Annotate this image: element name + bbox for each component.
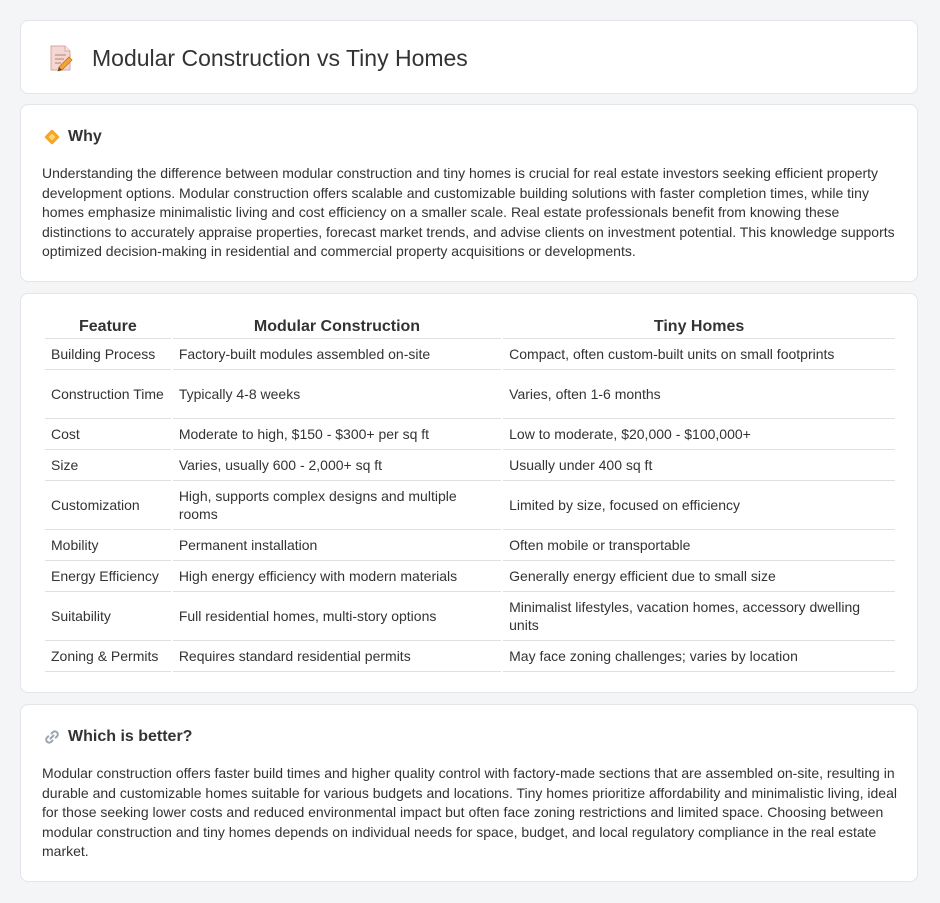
comparison-section <box>20 293 918 693</box>
why-section <box>20 104 918 282</box>
comparison-table <box>43 316 897 672</box>
modular-cell: High, supports complex designs and multiple rooms <box>173 481 501 530</box>
table-row <box>45 339 895 370</box>
tiny-cell: Limited by size, focused on efficiency <box>503 481 895 530</box>
page-title: Modular Construction vs Tiny Homes <box>92 45 468 71</box>
better-heading: Which is better? <box>68 728 193 745</box>
why-text: Understanding the difference between modular construction and tiny homes is crucial for real estate investors seeking efficient property development options. Modular construction offers scalable and customizable building solutions with faster completion times, while tiny homes emphasize minimalistic living and cost efficiency on a smaller scale. Real estate professionals benefit from knowing these distinctions to accurately appraise properties, forecast market trends, and advise clients on investment potential. This knowledge supports optimized decision-making in residential and commercial property acquisitions or developments. <box>42 165 895 260</box>
tiny-cell: Low to moderate, $20,000 - $100,000+ <box>503 419 895 450</box>
better-heading-row <box>43 726 192 748</box>
modular-cell: Moderate to high, $150 - $300+ per sq ft <box>173 419 501 450</box>
modular-cell: Varies, usually 600 - 2,000+ sq ft <box>173 450 501 481</box>
diamond-warning-icon <box>43 128 61 146</box>
feature-cell: Size <box>45 450 171 481</box>
tiny-cell: Compact, often custom-built units on small footprints <box>503 339 895 370</box>
table-row <box>45 419 895 450</box>
feature-cell: Construction Time <box>45 370 171 419</box>
table-row <box>45 641 895 672</box>
table-row <box>45 592 895 641</box>
table-row <box>45 370 895 419</box>
feature-cell: Mobility <box>45 530 171 561</box>
tiny-cell: Generally energy efficient due to small size <box>503 561 895 592</box>
tiny-cell: Varies, often 1-6 months <box>503 370 895 419</box>
header-tiny: Tiny Homes <box>503 316 895 339</box>
header-feature: Feature <box>45 316 171 339</box>
header-card <box>20 20 918 94</box>
modular-cell: Permanent installation <box>173 530 501 561</box>
better-text: Modular construction offers faster build times and higher quality control with factory-made sections that are assembled on-site, resulting in durable and customizable homes suitable for various budgets and locations. Tiny homes prioritize affordability and minimalistic living, ideal for those seeking lower costs and reduced environmental impact but often face zoning restrictions and limited space. Choosing between modular construction and tiny homes depends on individual needs for space, budget, and local regulatory compliance in the real estate market. <box>42 765 897 860</box>
why-heading: Why <box>68 128 102 145</box>
link-icon <box>43 728 61 746</box>
tiny-cell: May face zoning challenges; varies by location <box>503 641 895 672</box>
feature-cell: Suitability <box>45 592 171 641</box>
feature-cell: Cost <box>45 419 171 450</box>
feature-cell: Customization <box>45 481 171 530</box>
which-is-better-section <box>20 704 918 882</box>
modular-cell: Full residential homes, multi-story options <box>173 592 501 641</box>
table-row <box>45 530 895 561</box>
tiny-cell: Usually under 400 sq ft <box>503 450 895 481</box>
why-heading-row <box>43 126 102 148</box>
table-row <box>45 561 895 592</box>
modular-cell: Requires standard residential permits <box>173 641 501 672</box>
table-row <box>45 481 895 530</box>
table-row <box>45 450 895 481</box>
feature-cell: Energy Efficiency <box>45 561 171 592</box>
feature-cell: Zoning & Permits <box>45 641 171 672</box>
modular-cell: Typically 4-8 weeks <box>173 370 501 419</box>
feature-cell: Building Process <box>45 339 171 370</box>
tiny-cell: Often mobile or transportable <box>503 530 895 561</box>
tiny-cell: Minimalist lifestyles, vacation homes, accessory dwelling units <box>503 592 895 641</box>
modular-cell: Factory-built modules assembled on-site <box>173 339 501 370</box>
header-modular: Modular Construction <box>173 316 501 339</box>
memo-pencil-icon <box>47 43 75 73</box>
modular-cell: High energy efficiency with modern materials <box>173 561 501 592</box>
table-header-row <box>45 316 895 339</box>
